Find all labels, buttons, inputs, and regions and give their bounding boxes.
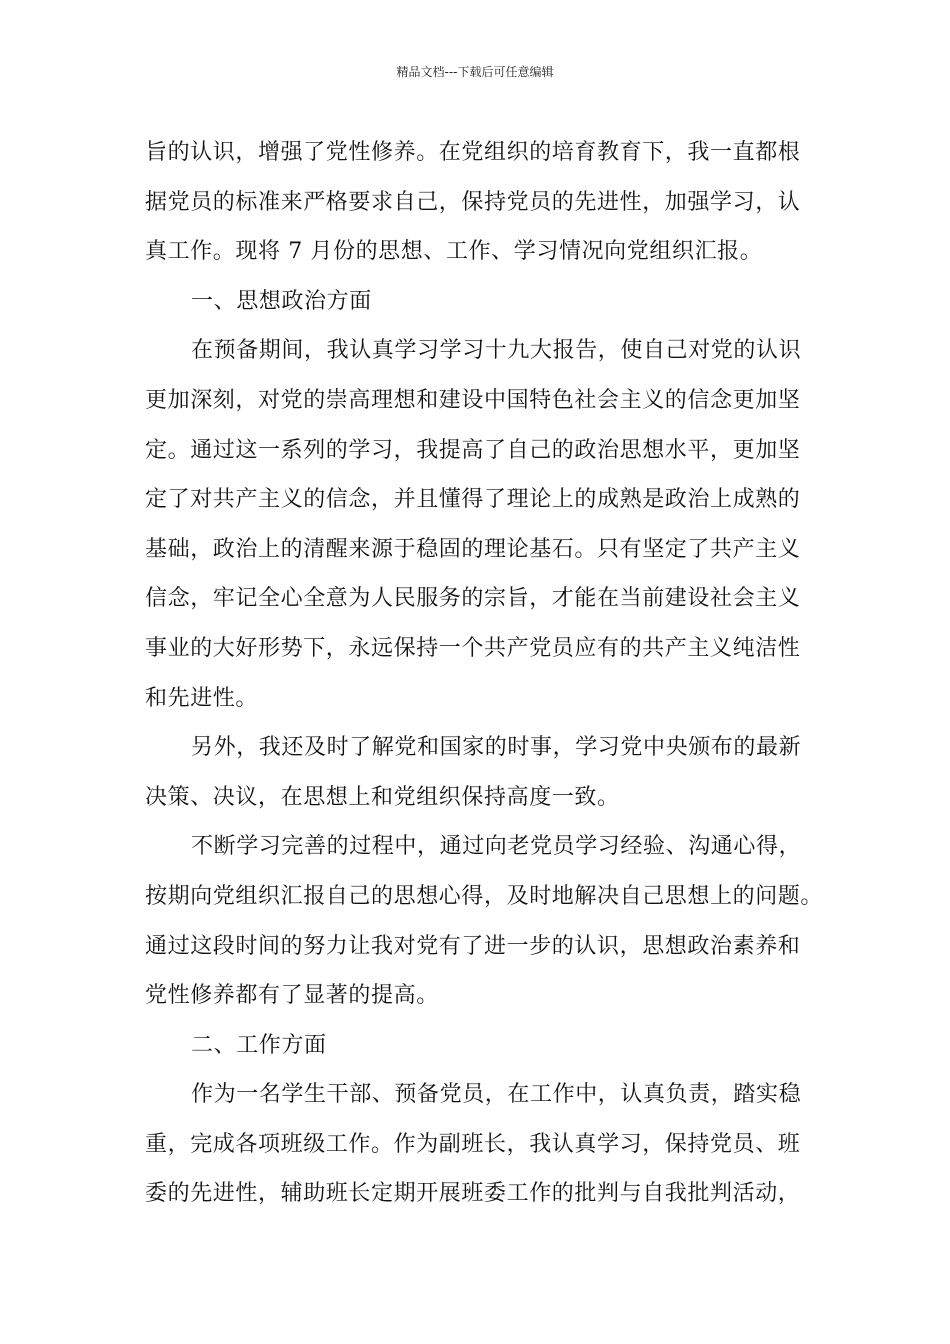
page-header: 精品文档---下载后可任意编辑 — [396, 65, 554, 79]
text-line: 在预备期间，我认真学习学习十九大报告，使自己对党的认识 — [191, 338, 802, 364]
section-heading: 一、思想政治方面 — [191, 288, 372, 314]
section-heading: 二、工作方面 — [191, 1032, 327, 1058]
text-line: 党性修养都有了显著的提高。 — [145, 983, 439, 1009]
text-line: 作为一名学生干部、预备党员，在工作中，认真负责，踏实稳 — [191, 1082, 802, 1108]
text-line: 据党员的标准来严格要求自己，保持党员的先进性，加强学习，认 — [145, 189, 801, 215]
text-line: 信念，牢记全心全意为人民服务的宗旨，才能在当前建设社会主义 — [145, 586, 801, 612]
text-line: 和先进性。 — [145, 685, 259, 711]
text-line: 通过这段时间的努力让我对党有了进一步的认识，思想政治素养和 — [145, 933, 801, 959]
text-line: 旨的认识，增强了党性修养。在党组织的培育教育下，我一直都根 — [145, 140, 801, 165]
text-line: 决策、决议，在思想上和党组织保持高度一致。 — [145, 784, 620, 810]
text-line: 另外，我还及时了解党和国家的时事，学习党中央颁布的最新 — [191, 735, 802, 761]
text-line: 定了对共产主义的信念，并且懂得了理论上的成熟是政治上成熟的 — [145, 487, 801, 513]
text-line: 定。通过这一系列的学习，我提高了自己的政治思想水平，更加坚 — [145, 437, 801, 463]
text-line: 真工作。现将 7 月份的思想、工作、学习情况向党组织汇报。 — [145, 239, 763, 265]
document-body — [145, 128, 824, 1219]
text-line: 重，完成各项班级工作。作为副班长，我认真学习，保持党员、班 — [145, 1131, 801, 1157]
text-line: 委的先进性，辅助班长定期开展班委工作的批判与自我批判活动， — [145, 1181, 801, 1207]
text-line: 按期向党组织汇报自己的思想心得，及时地解决自己思想上的问题。 — [145, 883, 824, 909]
text-line: 更加深刻，对党的崇高理想和建设中国特色社会主义的信念更加坚 — [145, 387, 801, 413]
text-line: 基础，政治上的清醒来源于稳固的理论基石。只有坚定了共产主义 — [145, 536, 801, 562]
text-line: 事业的大好形势下，永远保持一个共产党员应有的共产主义纯洁性 — [145, 635, 801, 661]
text-line: 不断学习完善的过程中，通过向老党员学习经验、沟通心得， — [191, 834, 802, 860]
